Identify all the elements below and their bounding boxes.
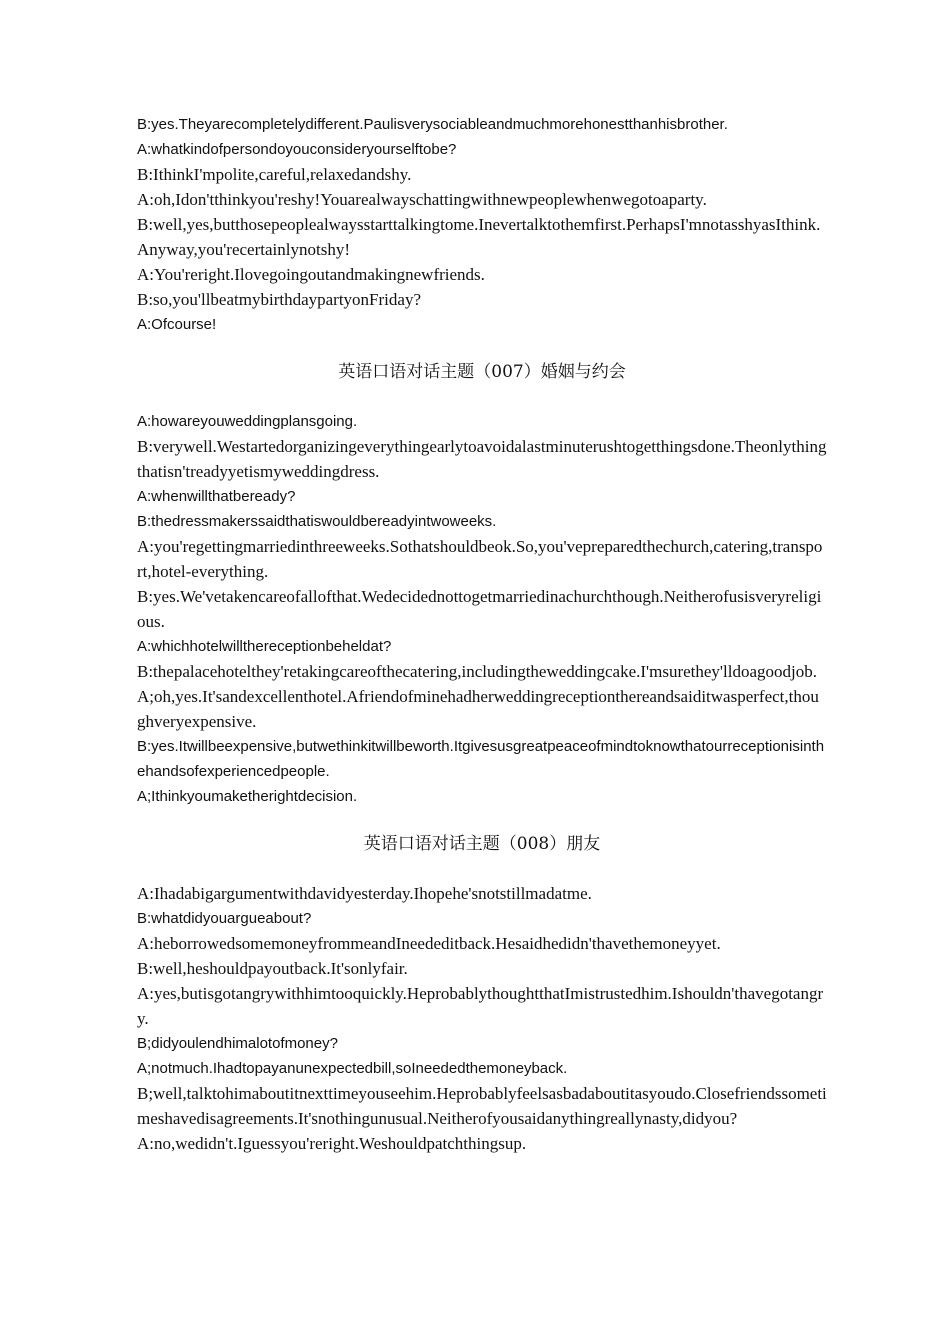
dialogue-line: A:whichhotelwillthereceptionbeheldat? xyxy=(137,638,392,655)
section-heading-007: 英语口语对话主题（007）婚姻与约会 xyxy=(338,362,626,382)
dialogue-line: B;well,talktohimaboutitnexttimeyouseehim.Heprobablyfeelsasbadaboutitasyoudo.Closefriendssometimeshavedisagreements.It'snothingunusual.Neitherofyousaidanythingreallynasty,didyou? xyxy=(137,1084,827,1128)
dialogue-line: A:no,wedidn't.Iguessyou'reright.Weshouldpatchthingsup. xyxy=(137,1134,527,1153)
dialogue-line: A:howareyouweddingplansgoing. xyxy=(137,413,358,430)
dialogue-line: B:yes.Theyarecompletelydifferent.Paulisverysociableandmuchmorehonestthanhisbrother. xyxy=(137,116,728,133)
section-heading-008: 英语口语对话主题（008）朋友 xyxy=(363,834,601,854)
dialogue-line: B:verywell.Westartedorganizingeverythingearlytoavoidalastminuterushtogetthingsdone.Theonlythingthatisn'treadyyetismyweddingdress. xyxy=(137,437,827,481)
dialogue-008 xyxy=(137,881,827,1156)
dialogue-line: A:heborrowedsomemoneyfrommeandIneededitback.Hesaidhedidn'thavethemoneyyet. xyxy=(137,934,721,953)
dialogue-line: A:you'regettingmarriedinthreeweeks.Sothatshouldbeok.So,you'vepreparedthechurch,catering,transport,hotel-everything. xyxy=(137,537,823,581)
dialogue-line: B:yes.Itwillbeexpensive,butwethinkitwillbeworth.Itgivesusgreatpeaceofmindtoknowthatourreceptionisinthehandsofexperiencedpeople. xyxy=(137,738,825,780)
dialogue-line: B:IthinkI'mpolite,careful,relaxedandshy. xyxy=(137,165,412,184)
dialogue-line: A:You'reright.Ilovegoingoutandmakingnewfriends. xyxy=(137,265,485,284)
dialogue-line: B:thepalacehotelthey'retakingcareofthecatering,includingtheweddingcake.I'msurethey'lldoagoodjob. xyxy=(137,662,817,681)
dialogue-line: A:whenwillthatbeready? xyxy=(137,488,296,505)
dialogue-line: A;Ithinkyoumaketherightdecision. xyxy=(137,788,358,805)
dialogue-line: A:yes,butisgotangrywithhimtooquickly.HeprobablythoughtthatImistrustedhim.Ishouldn'thavegotangry. xyxy=(137,984,824,1028)
dialogue-line: B;didyoulendhimalotofmoney? xyxy=(137,1035,338,1052)
dialogue-line: B:whatdidyouargueabout? xyxy=(137,910,312,927)
dialogue-line: A:whatkindofpersondoyouconsideryourselftobe? xyxy=(137,141,457,158)
dialogue-line: B:well,heshouldpayoutback.It'sonlyfair. xyxy=(137,959,408,978)
dialogue-line: A:Ihadabigargumentwithdavidyesterday.Ihopehe'snotstillmadatme. xyxy=(137,884,592,903)
dialogue-line: A;oh,yes.It'sandexcellenthotel.Afriendofminehadherweddingreceptionthereandsaiditwasperfect,thoughveryexpensive. xyxy=(137,687,819,731)
document-page xyxy=(137,112,827,1156)
dialogue-line: B:thedressmakerssaidthatiswouldbereadyintwoweeks. xyxy=(137,513,497,530)
dialogue-line: A;notmuch.Ihadtopayanunexpectedbill,soIneededthemoneyback. xyxy=(137,1060,568,1077)
dialogue-line: B:yes.We'vetakencareofallofthat.Wedecidednottogetmarriedinachurchthough.Neitherofusisveryreligious. xyxy=(137,587,822,631)
dialogue-line: B:so,you'llbeatmybirthdaypartyonFriday? xyxy=(137,290,421,309)
dialogue-intro xyxy=(137,112,827,337)
dialogue-line: B:well,yes,butthosepeoplealwaysstarttalkingtome.Inevertalktothemfirst.PerhapsI'mnotasshyasIthink.Anyway,you'recertainlynotshy! xyxy=(137,215,821,259)
dialogue-line: A:Ofcourse! xyxy=(137,316,217,333)
dialogue-007 xyxy=(137,409,827,809)
dialogue-line: A:oh,Idon'tthinkyou'reshy!Youarealwayschattingwithnewpeoplewhenwegotoaparty. xyxy=(137,190,707,209)
